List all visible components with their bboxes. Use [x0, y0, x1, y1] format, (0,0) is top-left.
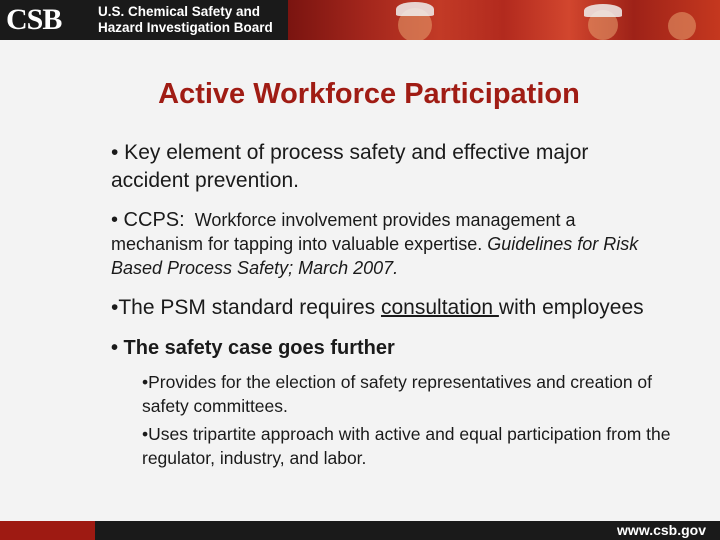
bullet-key-element: • Key element of process safety and effective major accident prevention.	[111, 141, 589, 192]
bullet-safety-case: • The safety case goes further	[111, 337, 395, 359]
footer-bar	[0, 521, 720, 540]
slide-body	[111, 139, 671, 474]
csb-logo-text: CSB	[6, 3, 62, 36]
ccps-citation: Guidelines for Risk Based Process Safety; March 2007.	[111, 234, 639, 278]
org-line-2: Hazard Investigation Board	[98, 20, 273, 35]
header-bar	[0, 0, 720, 40]
psm-emphasis: consultation	[380, 296, 499, 319]
psm-text-pre: •The PSM standard requires	[111, 296, 381, 319]
subbullet-tripartite: •Uses tripartite approach with active and equal participation from the regulator, industry, and labor.	[142, 424, 671, 468]
ccps-text: Workforce involvement provides management a mechanism for tapping into valuable expertise.	[111, 210, 576, 254]
subbullet-election: •Provides for the election of safety representatives and creation of safety committees.	[142, 372, 653, 416]
organization-name	[98, 4, 273, 36]
psm-text-post: with employees	[498, 296, 644, 319]
header-photo-banner	[288, 0, 720, 40]
footer-accent	[0, 521, 95, 540]
slide-title: Active Workforce Participation	[158, 78, 580, 110]
footer-url: www.csb.gov	[617, 522, 706, 538]
org-line-1: U.S. Chemical Safety and	[98, 4, 261, 19]
safety-case-subbullets	[142, 370, 671, 470]
bullet-ccps	[111, 208, 671, 280]
bullet-psm-standard	[111, 294, 671, 322]
csb-logo	[6, 2, 61, 38]
ccps-label: • CCPS:	[111, 209, 185, 231]
